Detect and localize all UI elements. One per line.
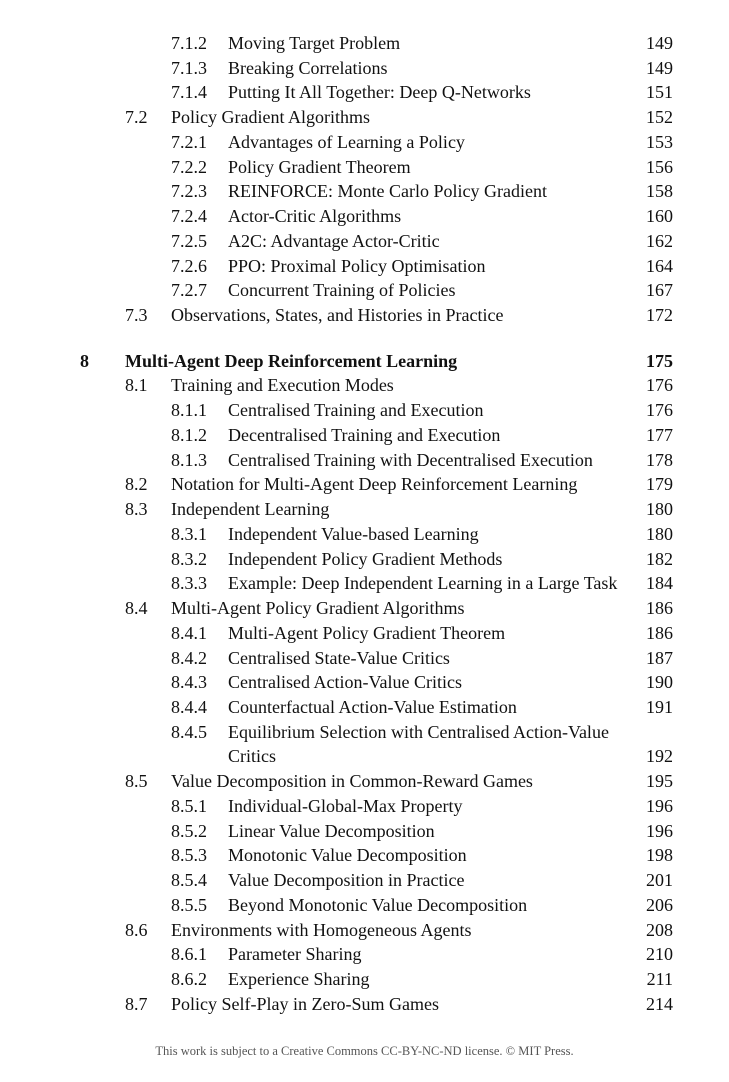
toc-title[interactable]: REINFORCE: Monte Carlo Policy Gradient <box>228 181 547 202</box>
toc-subsection[interactable] <box>0 254 729 278</box>
toc-title[interactable]: Environments with Homogeneous Agents <box>171 919 472 940</box>
toc-number: 8.4 <box>125 598 148 619</box>
toc-number: 7.2 <box>125 107 148 128</box>
toc-title[interactable]: Multi-Agent Policy Gradient Algorithms <box>171 598 465 619</box>
toc-page-number: 196 <box>646 795 673 816</box>
toc-number: 8.3.2 <box>171 548 207 569</box>
toc-page-number: 186 <box>646 622 673 643</box>
toc-page-number: 151 <box>646 82 673 103</box>
toc-number: 8.5.4 <box>171 870 207 891</box>
toc-page-number: 191 <box>646 696 673 717</box>
toc-title[interactable]: Policy Self-Play in Zero-Sum Games <box>171 993 439 1014</box>
toc-section[interactable] <box>0 918 729 942</box>
toc-subsection[interactable] <box>0 794 729 818</box>
toc-subsection[interactable] <box>0 942 729 966</box>
toc-section[interactable] <box>0 373 729 397</box>
toc-title[interactable]: Policy Gradient Algorithms <box>171 107 370 128</box>
toc-page-number: 192 <box>646 746 673 767</box>
toc-subsection[interactable] <box>0 423 729 447</box>
toc-subsection[interactable] <box>0 204 729 228</box>
toc-page-number: 182 <box>646 548 673 569</box>
toc-number: 8.5.1 <box>171 795 207 816</box>
toc-subsection[interactable] <box>0 130 729 154</box>
toc-number: 8.1 <box>125 375 148 396</box>
toc-subsection[interactable] <box>0 31 729 55</box>
toc-page-number: 201 <box>646 870 673 891</box>
toc-number: 8.5 <box>125 771 148 792</box>
toc-title[interactable]: Example: Deep Independent Learning in a Large Task <box>228 573 618 594</box>
toc-chapter[interactable] <box>0 349 729 373</box>
toc-title[interactable]: Multi-Agent Policy Gradient Theorem <box>228 622 506 643</box>
toc-title[interactable]: Multi-Agent Deep Reinforcement Learning <box>125 350 458 371</box>
toc-number: 8.1.2 <box>171 424 207 445</box>
toc-number: 8.3.1 <box>171 523 207 544</box>
toc-title[interactable]: Counterfactual Action-Value Estimation <box>228 696 517 717</box>
toc-subsection[interactable] <box>0 56 729 80</box>
toc-page-number: 152 <box>646 107 673 128</box>
toc-page-number: 208 <box>646 919 673 940</box>
toc-title[interactable]: Independent Value-based Learning <box>228 523 479 544</box>
toc-title[interactable]: Value Decomposition in Practice <box>228 870 465 891</box>
toc-title[interactable]: Concurrent Training of Policies <box>228 280 456 301</box>
toc-page-number: 158 <box>646 181 673 202</box>
toc-title[interactable]: Breaking Correlations <box>228 57 388 78</box>
toc-subsection[interactable] <box>0 868 729 892</box>
toc-number: 8 <box>80 350 89 371</box>
toc-page-number: 214 <box>646 993 673 1014</box>
toc-subsection[interactable] <box>0 646 729 670</box>
toc-number: 7.2.2 <box>171 156 207 177</box>
toc-subsection[interactable] <box>0 720 729 744</box>
toc-number: 8.3 <box>125 499 148 520</box>
toc-page-number: 175 <box>646 350 673 371</box>
toc-title[interactable]: Actor-Critic Algorithms <box>228 206 402 227</box>
toc-section[interactable] <box>0 497 729 521</box>
toc-section[interactable] <box>0 769 729 793</box>
toc-title[interactable]: Centralised Action-Value Critics <box>228 672 462 693</box>
toc-page-number: 180 <box>646 499 673 520</box>
toc-number: 8.4.2 <box>171 647 207 668</box>
toc-page-number: 172 <box>646 305 673 326</box>
toc-number: 7.1.2 <box>171 33 207 53</box>
toc-number: 8.5.3 <box>171 845 207 866</box>
toc-title[interactable]: Centralised Training with Decentralised Execution <box>228 449 593 470</box>
toc-page-number: 179 <box>646 474 673 495</box>
toc-subsection[interactable] <box>0 398 729 422</box>
toc-title[interactable]: Moving Target Problem <box>228 33 401 53</box>
toc-number: 7.2.3 <box>171 181 207 202</box>
toc-title[interactable]: Individual-Global-Max Property <box>228 795 463 816</box>
toc-page-number: 176 <box>646 375 673 396</box>
toc-page-number: 149 <box>646 33 673 53</box>
toc-page-number: 196 <box>646 820 673 841</box>
toc-number: 8.6.2 <box>171 969 207 989</box>
toc-number: 8.5.2 <box>171 820 207 841</box>
toc-number: 8.4.5 <box>171 721 207 742</box>
toc-number: 8.1.3 <box>171 449 207 470</box>
toc-page-number: 184 <box>646 573 673 594</box>
toc-title[interactable]: A2C: Advantage Actor-Critic <box>228 230 440 251</box>
toc-title[interactable]: Critics <box>228 746 276 767</box>
toc-page-number: 164 <box>646 255 673 276</box>
toc-page-number: 177 <box>646 424 673 445</box>
toc-section[interactable] <box>0 596 729 620</box>
toc-subsection[interactable] <box>0 670 729 694</box>
toc-title[interactable]: PPO: Proximal Policy Optimisation <box>228 255 486 276</box>
toc-number: 8.7 <box>125 993 148 1014</box>
toc-number: 8.2 <box>125 474 148 495</box>
toc-title[interactable]: Observations, States, and Histories in Practice <box>171 305 504 326</box>
toc-title[interactable]: Monotonic Value Decomposition <box>228 845 467 866</box>
toc-subsection[interactable] <box>0 80 729 104</box>
toc-subsection[interactable] <box>0 179 729 203</box>
toc-title[interactable]: Training and Execution Modes <box>171 375 394 396</box>
toc-subsection[interactable] <box>0 695 729 719</box>
toc-number: 8.4.4 <box>171 696 207 717</box>
license-footer: This work is subject to a Creative Commons CC-BY-NC-ND license. © MIT Press. <box>155 1044 574 1058</box>
toc-title[interactable]: Equilibrium Selection with Centralised Action-Value <box>228 721 609 742</box>
toc-section[interactable] <box>0 303 729 327</box>
toc-subsection[interactable] <box>0 744 729 768</box>
toc-number: 8.1.1 <box>171 400 207 421</box>
toc-subsection[interactable] <box>0 843 729 867</box>
toc-title[interactable]: Putting It All Together: Deep Q-Networks <box>228 82 531 103</box>
toc-subsection[interactable] <box>0 522 729 546</box>
toc-number: 8.6.1 <box>171 944 207 965</box>
toc-page-number: 178 <box>646 449 673 470</box>
toc-title[interactable]: Linear Value Decomposition <box>228 820 435 841</box>
toc-page-number: 176 <box>646 400 673 421</box>
toc-subsection[interactable] <box>0 155 729 179</box>
toc-number: 7.2.6 <box>171 255 207 276</box>
toc-number: 7.1.4 <box>171 82 207 103</box>
toc-title[interactable]: Value Decomposition in Common-Reward Games <box>171 771 533 792</box>
toc-number: 8.4.3 <box>171 672 207 693</box>
toc-page-number: 210 <box>646 944 673 965</box>
toc-subsection[interactable] <box>0 448 729 472</box>
toc-title[interactable]: Centralised Training and Execution <box>228 400 484 421</box>
toc-number: 7.1.3 <box>171 57 207 78</box>
toc-page-number: 198 <box>646 845 673 866</box>
toc-page-number: 195 <box>646 771 673 792</box>
toc-number: 8.4.1 <box>171 622 207 643</box>
toc-subsection[interactable] <box>0 621 729 645</box>
toc-subsection[interactable] <box>0 547 729 571</box>
toc-page-number: 156 <box>646 156 673 177</box>
toc-page-number: 186 <box>646 598 673 619</box>
toc-number: 7.3 <box>125 305 148 326</box>
toc-title[interactable]: Decentralised Training and Execution <box>228 424 501 445</box>
toc-page-number: 149 <box>646 57 673 78</box>
toc-title[interactable]: Experience Sharing <box>228 969 370 989</box>
toc-number: 7.2.1 <box>171 131 207 152</box>
toc-number: 8.6 <box>125 919 148 940</box>
toc-number: 8.3.3 <box>171 573 207 594</box>
toc-section[interactable] <box>0 992 729 1016</box>
toc-page-number: 190 <box>646 672 673 693</box>
toc-title[interactable]: Notation for Multi-Agent Deep Reinforcement Learning <box>171 474 578 495</box>
toc-number: 8.5.5 <box>171 894 207 915</box>
toc-number: 7.2.4 <box>171 206 207 227</box>
toc-title[interactable]: Centralised State-Value Critics <box>228 647 450 668</box>
toc-page-number: 153 <box>646 131 673 152</box>
toc-page-number: 211 <box>646 969 673 989</box>
toc-subsection[interactable] <box>0 278 729 302</box>
toc-title[interactable]: Advantages of Learning a Policy <box>228 131 465 152</box>
toc-subsection[interactable] <box>0 229 729 253</box>
toc-number: 7.2.5 <box>171 230 207 251</box>
toc-page-number: 180 <box>646 523 673 544</box>
toc-subsection[interactable] <box>0 819 729 843</box>
toc-title[interactable]: Policy Gradient Theorem <box>228 156 411 177</box>
toc-page-number: 187 <box>646 647 673 668</box>
toc-section[interactable] <box>0 472 729 496</box>
toc-section[interactable] <box>0 105 729 129</box>
toc-number: 7.2.7 <box>171 280 207 301</box>
toc-page-number: 160 <box>646 206 673 227</box>
toc-page-number: 167 <box>646 280 673 301</box>
toc-title[interactable]: Independent Policy Gradient Methods <box>228 548 503 569</box>
toc-subsection[interactable] <box>0 571 729 595</box>
toc-page-number: 162 <box>646 230 673 251</box>
toc-title[interactable]: Beyond Monotonic Value Decomposition <box>228 894 528 915</box>
toc-title[interactable]: Independent Learning <box>171 499 330 520</box>
toc-subsection[interactable] <box>0 967 729 991</box>
toc-page-number: 206 <box>646 894 673 915</box>
toc-title[interactable]: Parameter Sharing <box>228 944 362 965</box>
toc-subsection[interactable] <box>0 893 729 917</box>
